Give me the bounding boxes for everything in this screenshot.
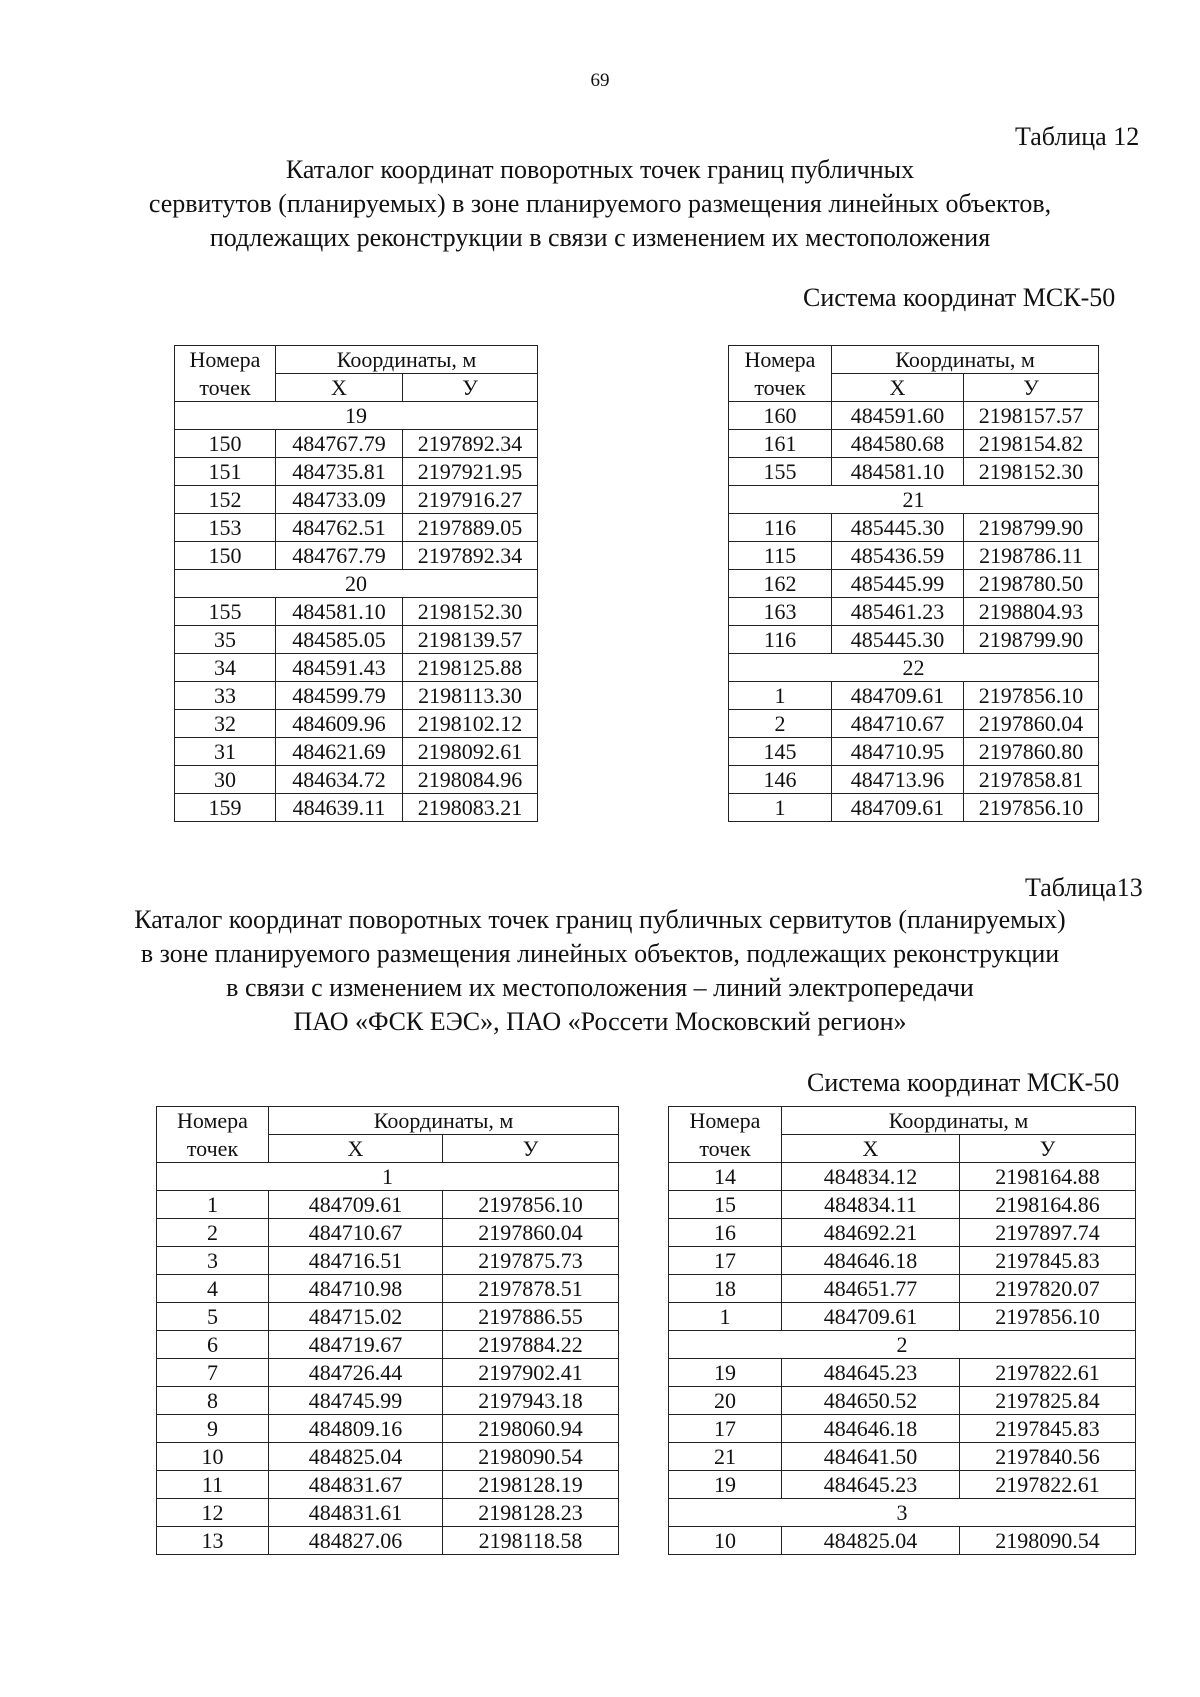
point-number: 145 (729, 738, 832, 766)
point-number: 153 (175, 514, 276, 542)
coord-x: 484719.67 (269, 1331, 443, 1359)
point-number: 4 (157, 1275, 269, 1303)
table-row (157, 1499, 619, 1527)
coord-x: 484767.79 (276, 542, 403, 570)
group-number: 21 (729, 486, 1099, 514)
group-number: 3 (669, 1499, 1136, 1527)
table-row (175, 626, 538, 654)
point-number: 155 (175, 598, 276, 626)
table13-title (0, 903, 1200, 1039)
header-x: Х (276, 374, 403, 402)
coord-x: 484825.04 (782, 1527, 960, 1555)
table-row (669, 1359, 1136, 1387)
coord-x: 484591.43 (276, 654, 403, 682)
table13-title-line: в зоне планируемого размещения линейных объектов, подлежащих реконструкции (140, 939, 1060, 968)
group-row (729, 654, 1099, 682)
table-row (669, 1443, 1136, 1471)
point-number: 33 (175, 682, 276, 710)
coord-y: 2197856.10 (960, 1303, 1136, 1331)
coord-x: 485461.23 (832, 598, 964, 626)
table-row (157, 1443, 619, 1471)
point-number: 8 (157, 1387, 269, 1415)
coord-y: 2197840.56 (960, 1443, 1136, 1471)
coord-y: 2198060.94 (443, 1415, 619, 1443)
coord-x: 484580.68 (832, 430, 964, 458)
point-number: 20 (669, 1387, 782, 1415)
point-number: 3 (157, 1247, 269, 1275)
coord-y: 2198090.54 (960, 1527, 1136, 1555)
coord-y: 2198083.21 (403, 794, 538, 822)
group-row (157, 1163, 619, 1191)
table13-left (156, 1106, 619, 1555)
table-row (157, 1275, 619, 1303)
table-row (669, 1191, 1136, 1219)
coord-y: 2197845.83 (960, 1415, 1136, 1443)
table-row (729, 794, 1099, 822)
coord-y: 2198780.50 (964, 570, 1099, 598)
coord-x: 484581.10 (276, 598, 403, 626)
coord-y: 2198090.54 (443, 1443, 619, 1471)
coord-y: 2197921.95 (403, 458, 538, 486)
table12-title-line: подлежащих реконструкции в связи с изменением их местоположения (209, 223, 991, 252)
coord-y: 2197860.04 (964, 710, 1099, 738)
coord-x: 484834.11 (782, 1191, 960, 1219)
coord-y: 2198113.30 (403, 682, 538, 710)
header-points: Номера (157, 1107, 269, 1135)
point-number: 7 (157, 1359, 269, 1387)
point-number: 17 (669, 1415, 782, 1443)
coord-y: 2197889.05 (403, 514, 538, 542)
coord-y: 2197875.73 (443, 1247, 619, 1275)
coord-x: 484651.77 (782, 1275, 960, 1303)
coord-y: 2198164.88 (960, 1163, 1136, 1191)
header-coords: Координаты, м (782, 1107, 1136, 1135)
coord-x: 484709.61 (782, 1303, 960, 1331)
coord-y: 2197892.34 (403, 430, 538, 458)
table13-right (668, 1106, 1136, 1555)
coord-y: 2197860.04 (443, 1219, 619, 1247)
table-row (157, 1219, 619, 1247)
coord-x: 485445.30 (832, 626, 964, 654)
table-row (175, 654, 538, 682)
point-number: 152 (175, 486, 276, 514)
table-row (669, 1247, 1136, 1275)
coord-y: 2198164.86 (960, 1191, 1136, 1219)
table-row (729, 738, 1099, 766)
page-number: 69 (590, 70, 610, 91)
point-number: 115 (729, 542, 832, 570)
coord-x: 484641.50 (782, 1443, 960, 1471)
table-row (175, 514, 538, 542)
point-number: 19 (669, 1471, 782, 1499)
group-number: 2 (669, 1331, 1136, 1359)
point-number: 14 (669, 1163, 782, 1191)
table-row (175, 682, 538, 710)
coord-y: 2197822.61 (960, 1359, 1136, 1387)
point-number: 21 (669, 1443, 782, 1471)
table13-coord-system: Система координат МСК-50 (807, 1068, 1120, 1097)
table-row (669, 1415, 1136, 1443)
table-row (157, 1191, 619, 1219)
point-number: 10 (157, 1443, 269, 1471)
table-row (729, 458, 1099, 486)
table-row (157, 1471, 619, 1499)
coord-y: 2198102.12 (403, 710, 538, 738)
coord-y: 2197902.41 (443, 1359, 619, 1387)
group-row (729, 486, 1099, 514)
table-row (175, 766, 538, 794)
table-row (669, 1303, 1136, 1331)
coord-x: 484650.52 (782, 1387, 960, 1415)
table-row (729, 542, 1099, 570)
point-number: 5 (157, 1303, 269, 1331)
point-number: 150 (175, 430, 276, 458)
coord-x: 484591.60 (832, 402, 964, 430)
coord-x: 484713.96 (832, 766, 964, 794)
coord-x: 484831.67 (269, 1471, 443, 1499)
table-row (157, 1415, 619, 1443)
header-x: Х (269, 1135, 443, 1163)
table-row (729, 766, 1099, 794)
coord-x: 484726.44 (269, 1359, 443, 1387)
table-row (157, 1303, 619, 1331)
group-number: 1 (157, 1163, 619, 1191)
point-number: 162 (729, 570, 832, 598)
table-row (669, 1219, 1136, 1247)
coord-y: 2197943.18 (443, 1387, 619, 1415)
header-x: Х (782, 1135, 960, 1163)
coord-y: 2198152.30 (964, 458, 1099, 486)
group-row (669, 1499, 1136, 1527)
table12-title (0, 153, 1200, 255)
coord-y: 2198799.90 (964, 514, 1099, 542)
coord-x: 484825.04 (269, 1443, 443, 1471)
coord-x: 484709.61 (269, 1191, 443, 1219)
point-number: 34 (175, 654, 276, 682)
coord-x: 484834.12 (782, 1163, 960, 1191)
header-points-2: точек (157, 1135, 269, 1163)
point-number: 35 (175, 626, 276, 654)
table13-title-line: ПАО «ФСК ЕЭС», ПАО «Россети Московский регион» (293, 1007, 907, 1036)
coord-y: 2198092.61 (403, 738, 538, 766)
coord-y: 2198157.57 (964, 402, 1099, 430)
coord-y: 2198139.57 (403, 626, 538, 654)
table-row (157, 1387, 619, 1415)
point-number: 1 (729, 682, 832, 710)
point-number: 15 (669, 1191, 782, 1219)
table-row (157, 1247, 619, 1275)
point-number: 2 (157, 1219, 269, 1247)
coord-y: 2197856.10 (964, 794, 1099, 822)
coord-x: 484621.69 (276, 738, 403, 766)
coord-y: 2197860.80 (964, 738, 1099, 766)
coord-x: 484710.95 (832, 738, 964, 766)
coord-x: 484639.11 (276, 794, 403, 822)
coord-y: 2198084.96 (403, 766, 538, 794)
group-row (669, 1331, 1136, 1359)
point-number: 155 (729, 458, 832, 486)
coord-y: 2198128.23 (443, 1499, 619, 1527)
coord-y: 2197886.55 (443, 1303, 619, 1331)
point-number: 163 (729, 598, 832, 626)
coord-x: 484709.61 (832, 794, 964, 822)
coord-x: 484733.09 (276, 486, 403, 514)
header-points-2: точек (729, 374, 832, 402)
coord-y: 2198128.19 (443, 1471, 619, 1499)
point-number: 1 (157, 1191, 269, 1219)
coord-y: 2198804.93 (964, 598, 1099, 626)
coord-y: 2197897.74 (960, 1219, 1136, 1247)
table12-coord-system: Система координат МСК-50 (803, 283, 1116, 312)
table-row (175, 710, 538, 738)
coord-y: 2197892.34 (403, 542, 538, 570)
coord-x: 485436.59 (832, 542, 964, 570)
coord-x: 484710.98 (269, 1275, 443, 1303)
point-number: 9 (157, 1415, 269, 1443)
coord-y: 2198125.88 (403, 654, 538, 682)
header-points-2: точек (669, 1135, 782, 1163)
header-coords: Координаты, м (269, 1107, 619, 1135)
point-number: 1 (669, 1303, 782, 1331)
coord-x: 485445.30 (832, 514, 964, 542)
header-points: Номера (175, 346, 276, 374)
header-x: Х (832, 374, 964, 402)
point-number: 18 (669, 1275, 782, 1303)
coord-x: 484716.51 (269, 1247, 443, 1275)
coord-x: 484692.21 (782, 1219, 960, 1247)
table-row (669, 1527, 1136, 1555)
coord-x: 484767.79 (276, 430, 403, 458)
table12-label: Таблица 12 (1015, 122, 1140, 151)
point-number: 10 (669, 1527, 782, 1555)
table-row (729, 710, 1099, 738)
coord-x: 484735.81 (276, 458, 403, 486)
table-row (157, 1359, 619, 1387)
table12-right (728, 345, 1099, 822)
point-number: 12 (157, 1499, 269, 1527)
point-number: 2 (729, 710, 832, 738)
coord-x: 484827.06 (269, 1527, 443, 1555)
coord-x: 484831.61 (269, 1499, 443, 1527)
table-row (729, 514, 1099, 542)
table-row (175, 542, 538, 570)
coord-x: 484609.96 (276, 710, 403, 738)
table-row (175, 794, 538, 822)
point-number: 16 (669, 1219, 782, 1247)
point-number: 1 (729, 794, 832, 822)
coord-y: 2198799.90 (964, 626, 1099, 654)
header-y: У (964, 374, 1099, 402)
table-row (729, 682, 1099, 710)
table12-title-line: Каталог координат поворотных точек границ публичных (285, 155, 915, 184)
group-row (175, 402, 538, 430)
table-row (669, 1387, 1136, 1415)
coord-y: 2197825.84 (960, 1387, 1136, 1415)
coord-y: 2198152.30 (403, 598, 538, 626)
coord-x: 484634.72 (276, 766, 403, 794)
point-number: 151 (175, 458, 276, 486)
point-number: 116 (729, 626, 832, 654)
point-number: 31 (175, 738, 276, 766)
coord-y: 2197820.07 (960, 1275, 1136, 1303)
point-number: 159 (175, 794, 276, 822)
coord-x: 484599.79 (276, 682, 403, 710)
coord-y: 2197916.27 (403, 486, 538, 514)
coord-x: 484710.67 (832, 710, 964, 738)
table-row (729, 626, 1099, 654)
table-row (175, 458, 538, 486)
group-row (175, 570, 538, 598)
coord-x: 484710.67 (269, 1219, 443, 1247)
point-number: 150 (175, 542, 276, 570)
table-row (729, 570, 1099, 598)
header-y: У (403, 374, 538, 402)
coord-x: 484581.10 (832, 458, 964, 486)
table-row (729, 430, 1099, 458)
table13-title-line: Каталог координат поворотных точек границ публичных сервитутов (планируемых) (134, 905, 1066, 934)
coord-x: 484646.18 (782, 1415, 960, 1443)
coord-y: 2198154.82 (964, 430, 1099, 458)
group-number: 19 (175, 402, 538, 430)
coord-y: 2197856.10 (443, 1191, 619, 1219)
coord-y: 2197856.10 (964, 682, 1099, 710)
table-row (669, 1275, 1136, 1303)
coord-x: 484715.02 (269, 1303, 443, 1331)
point-number: 146 (729, 766, 832, 794)
coord-x: 484762.51 (276, 514, 403, 542)
table13-title-line: в связи с изменением их местоположения – линий электропередачи (226, 973, 974, 1002)
point-number: 160 (729, 402, 832, 430)
coord-y: 2197878.51 (443, 1275, 619, 1303)
coord-x: 484645.23 (782, 1471, 960, 1499)
table-row (157, 1527, 619, 1555)
point-number: 30 (175, 766, 276, 794)
coord-y: 2197845.83 (960, 1247, 1136, 1275)
table12-title-line: сервитутов (планируемых) в зоне планируемого размещения линейных объектов, (148, 189, 1052, 218)
point-number: 17 (669, 1247, 782, 1275)
coord-x: 484646.18 (782, 1247, 960, 1275)
table-row (157, 1331, 619, 1359)
table-row (175, 430, 538, 458)
table-row (729, 402, 1099, 430)
point-number: 13 (157, 1527, 269, 1555)
coord-x: 484745.99 (269, 1387, 443, 1415)
point-number: 32 (175, 710, 276, 738)
table-row (175, 486, 538, 514)
coord-y: 2197858.81 (964, 766, 1099, 794)
header-points: Номера (669, 1107, 782, 1135)
point-number: 116 (729, 514, 832, 542)
header-y: У (960, 1135, 1136, 1163)
table-row (175, 738, 538, 766)
coord-y: 2198786.11 (964, 542, 1099, 570)
point-number: 11 (157, 1471, 269, 1499)
coord-x: 485445.99 (832, 570, 964, 598)
coord-x: 484709.61 (832, 682, 964, 710)
coord-y: 2198118.58 (443, 1527, 619, 1555)
table-row (729, 598, 1099, 626)
table13-label: Таблица13 (1025, 873, 1143, 902)
header-y: У (443, 1135, 619, 1163)
header-coords: Координаты, м (276, 346, 538, 374)
group-number: 22 (729, 654, 1099, 682)
coord-x: 484585.05 (276, 626, 403, 654)
coord-x: 484645.23 (782, 1359, 960, 1387)
header-points: Номера (729, 346, 832, 374)
header-points-2: точек (175, 374, 276, 402)
table12-left (174, 345, 538, 822)
table-row (175, 598, 538, 626)
table-row (669, 1163, 1136, 1191)
coord-x: 484809.16 (269, 1415, 443, 1443)
table-row (669, 1471, 1136, 1499)
group-number: 20 (175, 570, 538, 598)
point-number: 161 (729, 430, 832, 458)
coord-y: 2197822.61 (960, 1471, 1136, 1499)
point-number: 19 (669, 1359, 782, 1387)
coord-y: 2197884.22 (443, 1331, 619, 1359)
header-coords: Координаты, м (832, 346, 1099, 374)
point-number: 6 (157, 1331, 269, 1359)
